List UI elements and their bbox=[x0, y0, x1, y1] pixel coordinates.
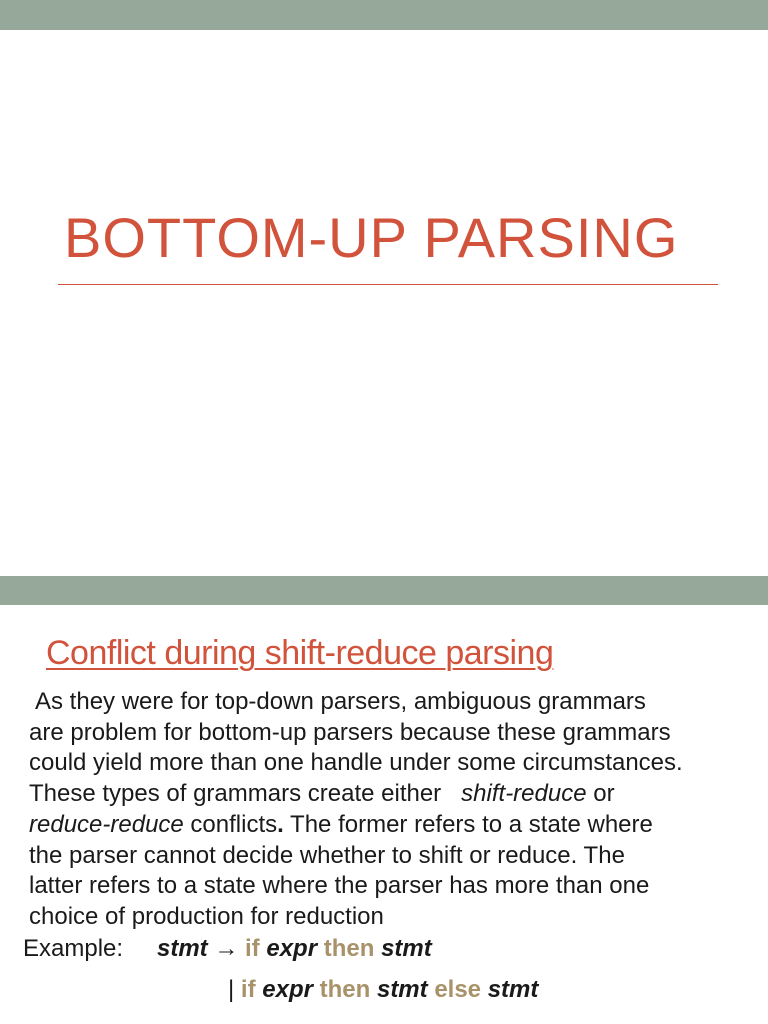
body-paragraph bbox=[29, 687, 759, 933]
paragraph-text: conflicts bbox=[183, 810, 278, 838]
arrow-icon: → bbox=[214, 935, 239, 962]
term-shift-reduce: shift-reduce bbox=[461, 780, 587, 808]
keyword-if: if bbox=[240, 976, 256, 1003]
term-reduce-reduce: reduce-reduce bbox=[29, 810, 184, 838]
paragraph-line: choice of production for reduction bbox=[29, 902, 384, 930]
paragraph-line bbox=[29, 779, 759, 810]
top-band bbox=[0, 0, 768, 30]
grammar-nonterminal: expr bbox=[262, 976, 313, 1003]
grammar-nonterminal: expr bbox=[266, 935, 318, 962]
paragraph-line: are problem for bottom-up parsers because these grammars bbox=[29, 718, 671, 746]
grammar-nonterminal: stmt bbox=[381, 935, 432, 962]
paragraph-line: As they were for top-down parsers, ambiguous grammars bbox=[35, 688, 646, 715]
grammar-lhs: stmt bbox=[157, 935, 208, 962]
keyword-if: if bbox=[245, 935, 260, 962]
paragraph-period: . bbox=[277, 810, 284, 838]
paragraph-line: latter refers to a state where the parser has more than one bbox=[29, 872, 650, 900]
paragraph-line: could yield more than one handle under some circumstances. bbox=[29, 749, 683, 777]
slide-divider-band bbox=[0, 576, 768, 605]
keyword-else: else bbox=[434, 976, 482, 1003]
paragraph-text: These types of grammars create either bbox=[29, 780, 442, 808]
keyword-then: then bbox=[319, 976, 371, 1003]
slide-title: BOTTOM-UP PARSING bbox=[64, 206, 679, 269]
section-heading: Conflict during shift-reduce parsing bbox=[46, 634, 554, 672]
title-underline-rule bbox=[58, 284, 718, 285]
example-label: Example: bbox=[23, 935, 124, 962]
grammar-production-2 bbox=[228, 976, 538, 1004]
keyword-then: then bbox=[323, 935, 375, 962]
alternative-separator: | bbox=[228, 976, 235, 1003]
paragraph-text: The former refers to a state where bbox=[283, 810, 653, 838]
paragraph-line bbox=[29, 810, 759, 841]
grammar-nonterminal: stmt bbox=[376, 976, 428, 1003]
grammar-production-1 bbox=[157, 935, 432, 963]
grammar-nonterminal: stmt bbox=[487, 976, 539, 1003]
paragraph-line: the parser cannot decide whether to shift or reduce. The bbox=[29, 841, 625, 869]
paragraph-text: or bbox=[586, 780, 615, 808]
